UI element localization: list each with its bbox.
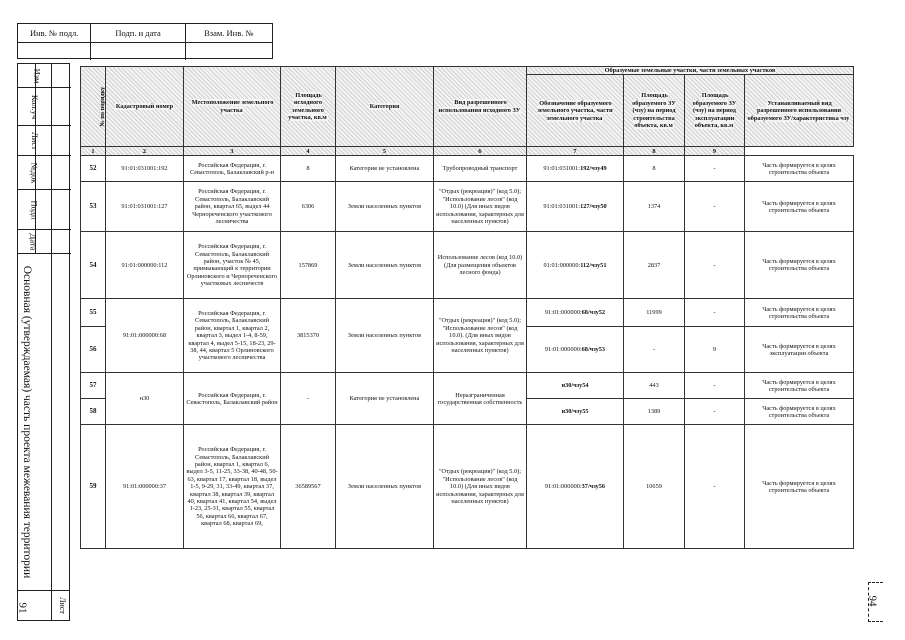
header-row-1 <box>81 67 854 75</box>
area-new: 11999 <box>624 299 685 327</box>
category: Земли населенных пунктов <box>336 425 434 549</box>
row-num: 53 <box>81 182 106 232</box>
area-new: 443 <box>624 373 685 399</box>
area-src: 3815370 <box>281 299 336 373</box>
area-new: 2837 <box>624 232 685 299</box>
row-num: 58 <box>81 399 106 425</box>
row-num: 57 <box>81 373 106 399</box>
approval-stamp <box>17 23 273 59</box>
izm-label: Изм <box>32 68 43 84</box>
sheet-number: 91 <box>16 602 29 614</box>
hdr-num: № по порядку <box>81 67 106 147</box>
use-new: Часть формируется в целях строительства объекта <box>745 373 854 399</box>
location: Российская Федерация, г. Севастополь, Балаклавский район <box>184 373 281 425</box>
inv-podl-value <box>18 43 91 60</box>
location: Российская Федерация, г. Севастополь, Балаклавский район, квартал 1, квартал 6, выдел 3-5, 11-25, 33-38, 40-48, 50-63, квартал 17, квартал 18, выдел 1-5, 9-29, 31, 33-49, квартал 37, квартал 38, квартал 39, квартал 40, квартал 41, квартал 54, выдел 1-23, 25-31, квартал 55, квартал 56, квартал 66, квартал 67, квартал 68, квартал 69, <box>184 425 281 549</box>
row-num: 56 <box>81 327 106 373</box>
hdr-category: Категория <box>336 67 434 147</box>
use-new: Часть формируется в целях строительства объекта <box>745 182 854 232</box>
row-num: 54 <box>81 232 106 299</box>
colnum-6: 6 <box>434 147 527 156</box>
designation: 91:01:000000:68/чзу52 <box>527 299 624 327</box>
table-row <box>81 182 854 232</box>
hdr-group: Образуемые земельные участки, части земельных участков <box>527 67 854 75</box>
cadastral-number: 91:01:000000:37 <box>106 425 184 549</box>
hdr-designation: Обозначение образуемого земельного участка, части земельного участка <box>527 75 624 147</box>
designation: н30/чзу54 <box>527 373 624 399</box>
hdr-location: Местоположение земельного участка <box>184 67 281 147</box>
hdr-area-src: Площадь исходного земельного участка, кв.м <box>281 67 336 147</box>
hdr-area-new: Площадь образуемого ЗУ (чзу) на период строительства объекта, кв.м <box>624 75 685 147</box>
use-new: Часть формируется в целях строительства объекта <box>745 156 854 182</box>
cadastral-number: н30 <box>106 373 184 425</box>
use-src: "Отдых (рекреация)" (код 5.0); "Использование лесов" (код 10.0) (Для иных видов использования, характерных для населенных пунктов) <box>434 182 527 232</box>
designation: 91:01:031001:192/чзу49 <box>527 156 624 182</box>
location: Российская Федерация, г. Севастополь, Балаклавский район, участок № 45, примыкающий к территории Орлиновского и Чернореченского участковых лесничеств <box>184 232 281 299</box>
colnum-9: 9 <box>685 147 745 156</box>
cadastral-number: 91:01:031001:192 <box>106 156 184 182</box>
document-title: Основная (утверждаемая) часть проекта межевания территории <box>21 265 33 579</box>
table-row <box>81 299 854 327</box>
colnum-3: 3 <box>184 147 281 156</box>
use-src: "Отдых (рекреация)" (код 5.0); "Использование лесов" (код 10.0). (Для иных видов использования, характерных для населенных пунктов) <box>434 299 527 373</box>
data-label: Дата <box>28 233 39 251</box>
inv-podl-label: Инв. № подл. <box>18 24 91 42</box>
use-src: Использование лесов (код 10.0) (Для размещения объектов лесного фонда) <box>434 232 527 299</box>
area-new: 8 <box>624 156 685 182</box>
area-src: 157869 <box>281 232 336 299</box>
location: Российская Федерация, г. Севастополь, Балаклавский р-н <box>184 156 281 182</box>
hdr-area-op: Площадь образуемого ЗУ (чзу) на период эксплуатации объекта, кв.м <box>685 75 745 147</box>
area-new: 1374 <box>624 182 685 232</box>
colnum-5: 5 <box>336 147 434 156</box>
use-new: Часть формируется в целях строительства объекта <box>745 425 854 549</box>
use-new: Часть формируется в целях строительства объекта <box>745 232 854 299</box>
podp-data-label: Подп. и дата <box>91 24 185 42</box>
location: Российская Федерация, г. Севастополь, Балаклавский район, квартал 65, выдел 44 Чернореченского участкового лесничества <box>184 182 281 232</box>
colnum-8: 8 <box>624 147 685 156</box>
area-src: - <box>281 373 336 425</box>
area-op: - <box>685 182 745 232</box>
location: Российская Федерация, г. Севастополь, Балаклавский район, квартал 1, квартал 2, квартал 3, выдел 1-4, 8-59, квартал 4, выдел 5-15, 18-23, 29-38, 44, квартал 5 Орлиновского участкового лесничества <box>184 299 281 373</box>
hdr-cadastral: Кадастровый номер <box>106 67 184 147</box>
area-new: 10659 <box>624 425 685 549</box>
category: Земли населенных пунктов <box>336 182 434 232</box>
use-new: Часть формируется в целях строительства объекта <box>745 399 854 425</box>
colnum-2: 2 <box>106 147 184 156</box>
cadastral-number: 91:01:000000:68 <box>106 299 184 373</box>
category: Категория не установлена <box>336 156 434 182</box>
area-op: - <box>685 425 745 549</box>
area-src: 8 <box>281 156 336 182</box>
area-src: 6306 <box>281 182 336 232</box>
area-op: - <box>685 299 745 327</box>
designation: 91:01:000000:37/чзу56 <box>527 425 624 549</box>
land-plots-table <box>80 66 854 549</box>
designation: 91:01:000000:112/чзу51 <box>527 232 624 299</box>
use-src: "Отдых (рекреация)" (код 5.0); "Использование лесов" (код 10.0) (Для иных видов использования, характерных для населенных пунктов) <box>434 425 527 549</box>
row-num: 59 <box>81 425 106 549</box>
category: Земли населенных пунктов <box>336 299 434 373</box>
table-row <box>81 425 854 549</box>
use-src: Трубопроводный транспорт <box>434 156 527 182</box>
use-src: Неразграниченная государственная собственность <box>434 373 527 425</box>
table-row <box>81 232 854 299</box>
vzam-inv-value <box>186 43 272 60</box>
colnum-row <box>81 147 854 156</box>
designation: н30/чзу55 <box>527 399 624 425</box>
cadastral-number: 91:01:031001:127 <box>106 182 184 232</box>
page-number: 94 <box>866 595 879 607</box>
area-op: - <box>685 373 745 399</box>
colnum-1: 1 <box>81 147 106 156</box>
area-new: 1389 <box>624 399 685 425</box>
category: Земли населенных пунктов <box>336 232 434 299</box>
use-new: Часть формируется в целях эксплуатации объекта <box>745 327 854 373</box>
area-src: 36589567 <box>281 425 336 549</box>
area-op: - <box>685 156 745 182</box>
area-op: - <box>685 232 745 299</box>
sheet-label: Лист <box>57 597 67 614</box>
table-row <box>81 156 854 182</box>
table-row <box>81 373 854 399</box>
use-new: Часть формируется в целях строительства объекта <box>745 299 854 327</box>
list-label: Лист <box>29 132 40 150</box>
category: Категория не установлена <box>336 373 434 425</box>
podp-data-value <box>91 43 185 60</box>
colnum-4: 4 <box>281 147 336 156</box>
kol-uch-label: Кол.уч <box>30 94 41 120</box>
hdr-use-src: Вид разрешенного использования исходного ЗУ <box>434 67 527 147</box>
vzam-inv-label: Взам. Инв. № <box>204 28 254 38</box>
designation: 91:01:031001:127/чзу50 <box>527 182 624 232</box>
ndok-label: №док <box>29 162 40 184</box>
row-num: 55 <box>81 299 106 327</box>
colnum-7: 7 <box>527 147 624 156</box>
podp-label: Подп <box>29 200 40 220</box>
page-number-box <box>868 582 883 622</box>
area-op: - <box>685 399 745 425</box>
cadastral-number: 91:01:000000:112 <box>106 232 184 299</box>
area-op: 9 <box>685 327 745 373</box>
row-num: 52 <box>81 156 106 182</box>
designation: 91:01:000000:68/чзу53 <box>527 327 624 373</box>
area-new: - <box>624 327 685 373</box>
title-block-strip <box>17 63 70 621</box>
hdr-use-new: Устанавливаемый вид разрешенного использования образуемого ЗУ/характеристика чзу <box>745 75 854 147</box>
